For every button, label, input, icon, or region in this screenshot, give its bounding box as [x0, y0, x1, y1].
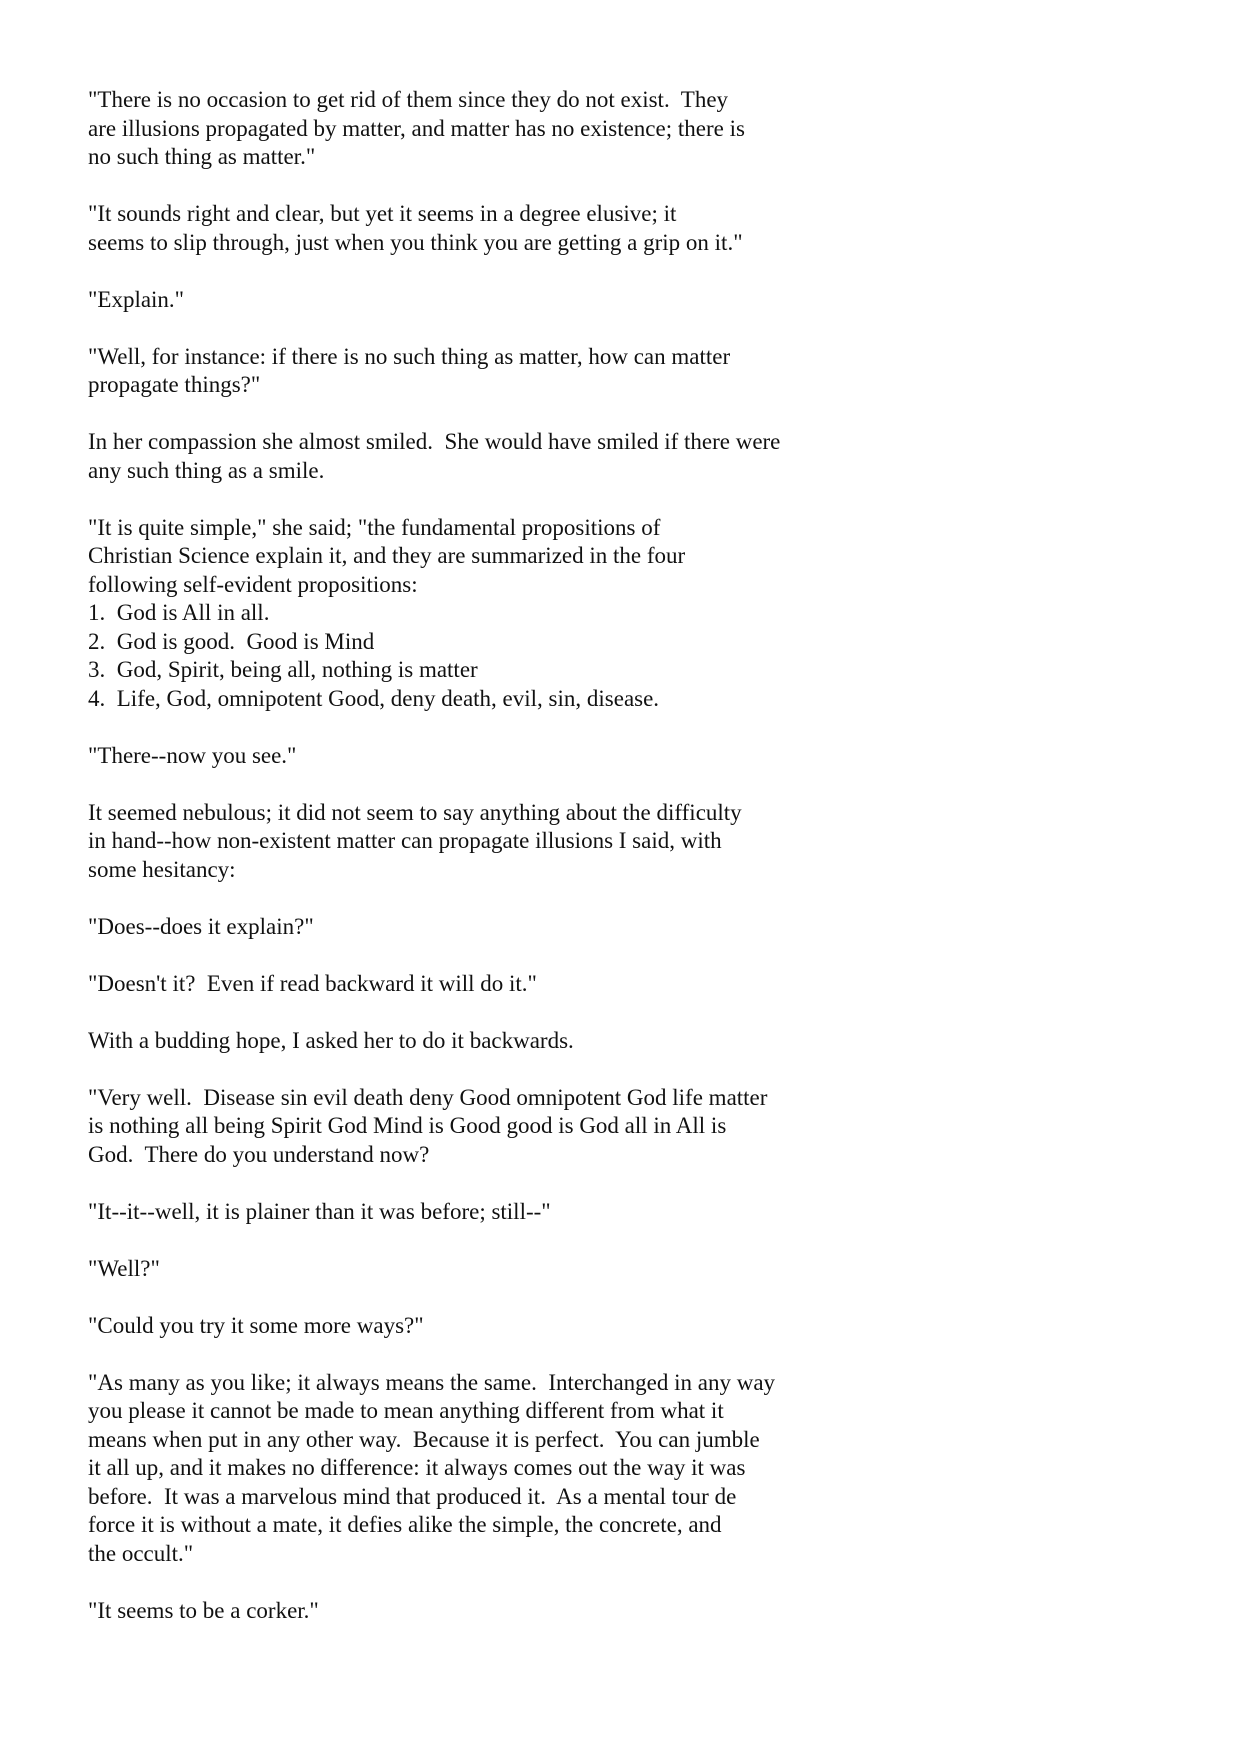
paragraph-1 — [88, 86, 1188, 172]
paragraph-5 — [88, 428, 1188, 485]
text-line: no such thing as matter." — [88, 144, 316, 169]
text-line: "Explain." — [88, 286, 185, 312]
paragraph-4 — [88, 343, 1188, 400]
text-line: "It is quite simple," she said; "the fundamental propositions of — [88, 514, 661, 540]
paragraph-13 — [88, 1198, 1188, 1227]
text-line: "As many as you like; it always means the same. Interchanged in any way — [88, 1369, 776, 1395]
text-line: means when put in any other way. Because it is perfect. You can jumble — [88, 1426, 760, 1452]
text-line: you please it cannot be made to mean anything different from what it — [88, 1398, 724, 1423]
list-item-1: 1. God is All in all. — [88, 600, 270, 625]
text-line: propagate things?" — [88, 372, 261, 397]
text-line: are illusions propagated by matter, and matter has no existence; there is — [88, 115, 745, 141]
list-item-3: 3. God, Spirit, being all, nothing is matter — [88, 657, 478, 682]
text-line: the occult." — [88, 1540, 194, 1566]
text-line: "Well?" — [88, 1255, 160, 1281]
text-line: force it is without a mate, it defies alike the simple, the concrete, and — [88, 1512, 722, 1537]
text-line: before. It was a marvelous mind that produced it. As a mental tour de — [88, 1483, 737, 1509]
paragraph-2 — [88, 200, 1188, 257]
paragraph-15 — [88, 1312, 1188, 1341]
paragraph-11 — [88, 1027, 1188, 1056]
paragraph-7 — [88, 742, 1188, 771]
text-line: "Does--does it explain?" — [88, 913, 314, 939]
text-line: "There--now you see." — [88, 742, 297, 768]
list-item-4: 4. Life, God, omnipotent Good, deny death, evil, sin, disease. — [88, 685, 660, 711]
paragraph-9 — [88, 913, 1188, 942]
paragraph-16 — [88, 1369, 1188, 1569]
text-line: seems to slip through, just when you think you are getting a grip on it." — [88, 229, 743, 255]
text-line: "Doesn't it? Even if read backward it will do it." — [88, 970, 537, 996]
text-line: it all up, and it makes no difference: it always comes out the way it was — [88, 1455, 746, 1480]
document-page — [88, 86, 1188, 1654]
text-line: any such thing as a smile. — [88, 457, 325, 483]
text-line: is nothing all being Spirit God Mind is Good good is God all in All is — [88, 1113, 727, 1138]
text-line: "Could you try it some more ways?" — [88, 1312, 424, 1338]
paragraph-12 — [88, 1084, 1188, 1170]
text-line: "Very well. Disease sin evil death deny Good omnipotent God life matter — [88, 1084, 768, 1110]
text-line: "There is no occasion to get rid of them since they do not exist. They — [88, 87, 729, 112]
paragraph-6 — [88, 514, 1188, 714]
list-item-2: 2. God is good. Good is Mind — [88, 628, 375, 654]
paragraph-14 — [88, 1255, 1188, 1284]
paragraph-8 — [88, 799, 1188, 885]
text-line: With a budding hope, I asked her to do it backwards. — [88, 1027, 574, 1053]
text-line: "It--it--well, it is plainer than it was before; still--" — [88, 1198, 551, 1224]
text-line: Christian Science explain it, and they are summarized in the four — [88, 543, 686, 568]
paragraph-3 — [88, 286, 1188, 315]
text-line: some hesitancy: — [88, 856, 236, 882]
text-line: God. There do you understand now? — [88, 1141, 430, 1167]
paragraph-10 — [88, 970, 1188, 999]
text-line: in hand--how non-existent matter can propagate illusions I said, with — [88, 828, 722, 853]
text-line: In her compassion she almost smiled. She would have smiled if there were — [88, 429, 781, 454]
text-line: It seemed nebulous; it did not seem to say anything about the difficulty — [88, 799, 742, 825]
text-line: "Well, for instance: if there is no such thing as matter, how can matter — [88, 343, 731, 369]
text-line: "It seems to be a corker." — [88, 1597, 319, 1623]
text-line: "It sounds right and clear, but yet it seems in a degree elusive; it — [88, 201, 677, 226]
text-line: following self-evident propositions: — [88, 571, 418, 597]
paragraph-17 — [88, 1597, 1188, 1626]
